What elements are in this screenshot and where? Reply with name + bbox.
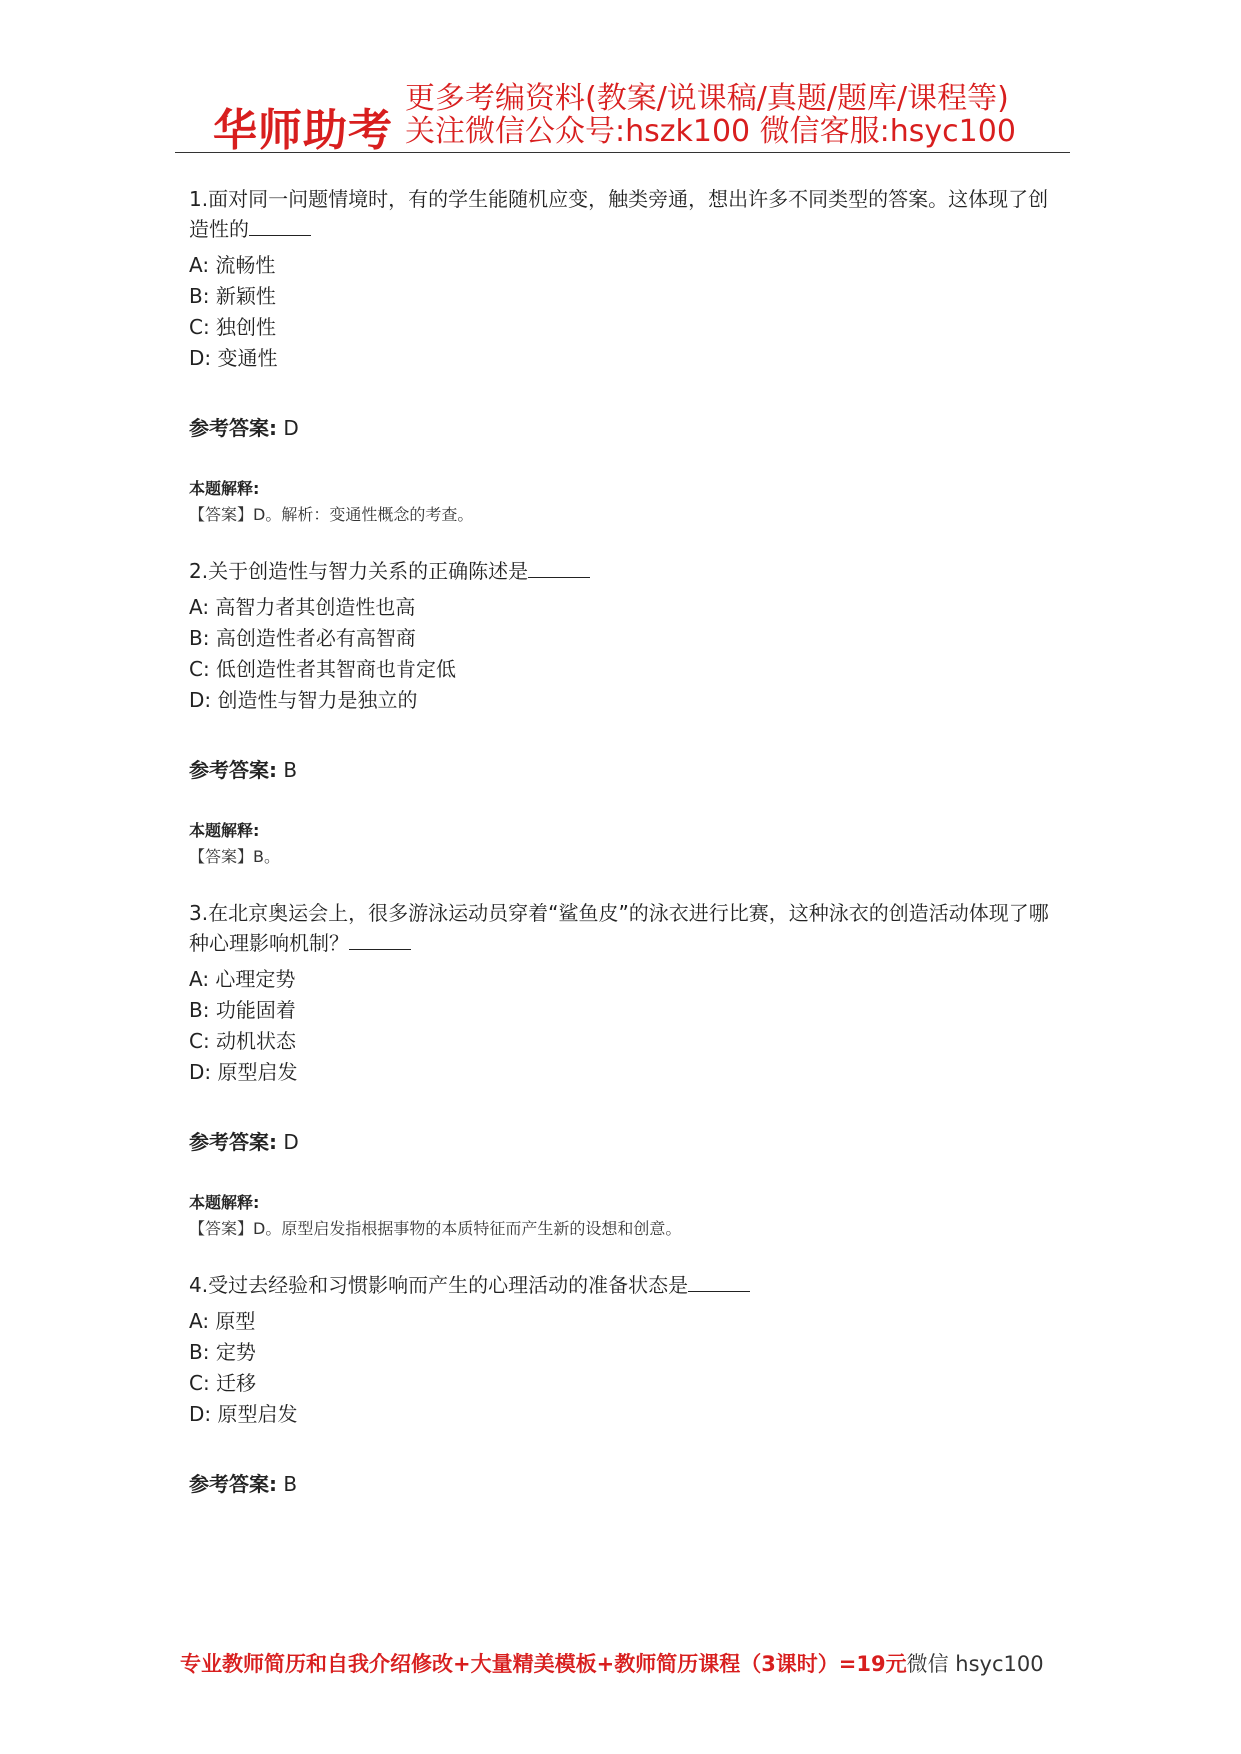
answer-blank [249, 217, 311, 236]
reference-answer: 参考答案: D [189, 1130, 299, 1154]
option-c: C: 迁移 [189, 1371, 257, 1395]
option-d: D: 变通性 [189, 346, 278, 370]
answer-value: D [283, 416, 299, 440]
explanation-title: 本题解释: [189, 821, 260, 840]
reference-answer: 参考答案: B [189, 758, 298, 782]
wechat-contact: 微信 hsyc100 [906, 1652, 1044, 1676]
header-line-1: 更多考编资料(教案/说课稿/真题/题库/课程等) [405, 81, 1009, 116]
question-1 [189, 184, 1049, 528]
option-c: C: 低创造性者其智商也肯定低 [189, 657, 457, 681]
question-4 [189, 1270, 1049, 1498]
option-a: A: 高智力者其创造性也高 [189, 595, 416, 619]
option-d: D: 原型启发 [189, 1402, 298, 1426]
option-b: B: 定势 [189, 1340, 256, 1364]
option-a: A: 流畅性 [189, 253, 276, 277]
answer-blank [349, 931, 411, 950]
option-c: C: 动机状态 [189, 1029, 297, 1053]
explanation-text: 【答案】B。 [189, 847, 280, 866]
promo-text: 专业教师简历和自我介绍修改+大量精美模板+教师简历课程（3课时）=19元 [180, 1652, 907, 1676]
brand-logo: 华师助考 [213, 105, 393, 156]
question-stem: 1.面对同一问题情境时，有的学生能随机应变，触类旁通，想出许多不同类型的答案。这体现了创造性的 [189, 187, 1049, 241]
answer-value: B [283, 758, 298, 782]
answer-value: D [283, 1130, 299, 1154]
page-header [175, 80, 1070, 156]
question-stem: 4.受过去经验和习惯影响而产生的心理活动的准备状态是 [189, 1270, 1049, 1300]
header-line-2: 关注微信公众号:hszk100 微信客服:hsyc100 [405, 114, 1016, 149]
reference-answer: 参考答案: D [189, 416, 299, 440]
answer-blank [688, 1273, 750, 1292]
question-stem: 3.在北京奥运会上，很多游泳运动员穿着“鲨鱼皮”的泳衣进行比赛，这种泳衣的创造活动体现了哪种心理影响机制？ [189, 901, 1049, 955]
question-stem: 2.关于创造性与智力关系的正确陈述是 [189, 556, 1049, 586]
question-2 [189, 556, 1049, 870]
option-b: B: 高创造性者必有高智商 [189, 626, 416, 650]
option-b: B: 新颖性 [189, 284, 276, 308]
answer-blank [528, 559, 590, 578]
answer-value: B [283, 1472, 298, 1496]
option-a: A: 心理定势 [189, 967, 296, 991]
explanation-title: 本题解释: [189, 1193, 260, 1212]
option-b: B: 功能固着 [189, 998, 296, 1022]
question-list [189, 184, 1049, 1498]
question-3 [189, 898, 1049, 1242]
header-notice [405, 82, 1016, 148]
explanation-text: 【答案】D。原型启发指根据事物的本质特征而产生新的设想和创意。 [189, 1219, 682, 1238]
option-a: A: 原型 [189, 1309, 256, 1333]
reference-answer: 参考答案: B [189, 1472, 298, 1496]
explanation-title: 本题解释: [189, 479, 260, 498]
option-d: D: 创造性与智力是独立的 [189, 688, 418, 712]
option-c: C: 独创性 [189, 315, 277, 339]
footer-promo [180, 1649, 1080, 1679]
option-d: D: 原型启发 [189, 1060, 298, 1084]
explanation-text: 【答案】D。解析：变通性概念的考查。 [189, 505, 474, 524]
